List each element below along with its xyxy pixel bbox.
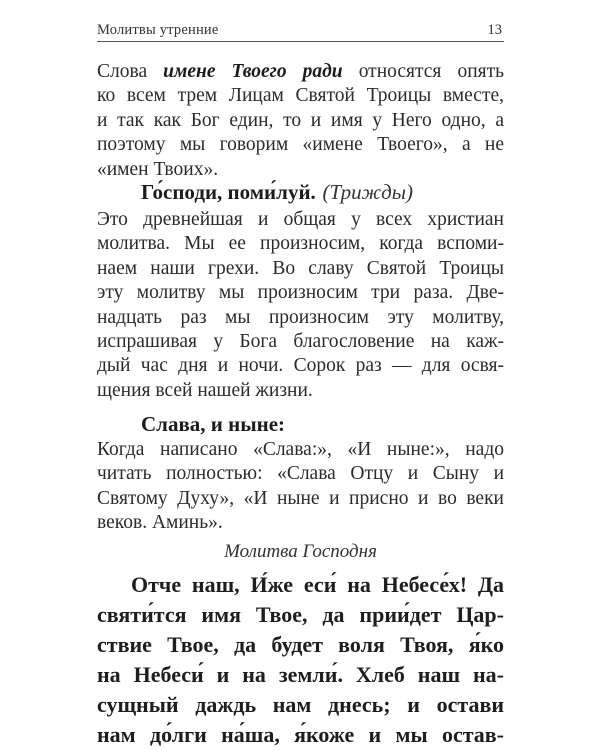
prayer-line: на Небеси́ и на земли́. Хлеб наш на- — [97, 662, 504, 687]
text-line: испрашивая у Бога благословение на каж- — [97, 331, 504, 353]
page-number: 13 — [487, 22, 502, 38]
running-title: Молитвы утренние — [97, 22, 219, 38]
text-line: веков. Аминь». — [97, 512, 223, 534]
text-line: наем наши грехи. Во славу Святой Троицы — [97, 257, 504, 279]
prayer-line: нам до́лги на́ша, я́коже и мы остав- — [97, 722, 504, 747]
text-line: «имен Твоих». — [97, 158, 219, 180]
prayer-line: святи́тся имя Твое, да прии́дет Цар- — [97, 602, 504, 627]
text-line: поэтому мы говорим «имене Твоего», а не — [97, 134, 504, 156]
text-line: Когда написано «Слава:», «И ныне:», надо — [97, 439, 504, 460]
running-header — [97, 22, 504, 42]
text-line: надцать раз мы произносим эту молитву, — [97, 306, 504, 328]
paragraph-imene-tvoego — [97, 60, 504, 182]
paragraph-slava-explanation — [97, 438, 504, 536]
heading-slava-i-nyne: Слава, и ныне: — [141, 412, 286, 436]
heading-bold: Го́споди, поми́луй. — [141, 180, 316, 204]
heading-gospodi-pomiluy — [141, 180, 413, 205]
text-line: и так как Бог един, то и имя у Него одно, а — [97, 109, 504, 131]
text-line: молитва. Мы ее произносим, когда вспоми- — [97, 233, 504, 255]
prayer-text — [97, 570, 504, 750]
emphasized-phrase: имене Твоего ради — [163, 61, 343, 82]
text-line: дый час дня и ночи. Сорок раз — для освя- — [97, 355, 504, 377]
prayer-line: ствие Твое, да будет воля Твоя, я́ко — [97, 632, 504, 657]
text-line: Святому Духу», «И ныне и присно и во веки — [97, 487, 504, 509]
text-line: ко всем трем Лицам Святой Троицы вместе, — [97, 85, 504, 107]
text-line: Это древнейшая и общая у всех христиан — [97, 209, 504, 230]
section-subtitle: Молитва Господня — [224, 541, 377, 562]
heading-italic-note: (Трижды) — [322, 180, 414, 204]
prayer-line: Отче наш, И́же еси́ на Небесе́х! Да — [131, 572, 504, 597]
prayer-line: сущный даждь нам днесь; и остави — [97, 692, 504, 717]
text-line: Слова имене Твоего ради относятся опять — [97, 61, 505, 82]
text-line: эту молитву мы произносим три раза. Две- — [97, 282, 504, 304]
text-line: щения всей нашей жизни. — [97, 379, 313, 401]
text-line: читать полностью: «Слава Отцу и Сыну и — [97, 463, 504, 485]
paragraph-gospodi-explanation — [97, 208, 504, 403]
